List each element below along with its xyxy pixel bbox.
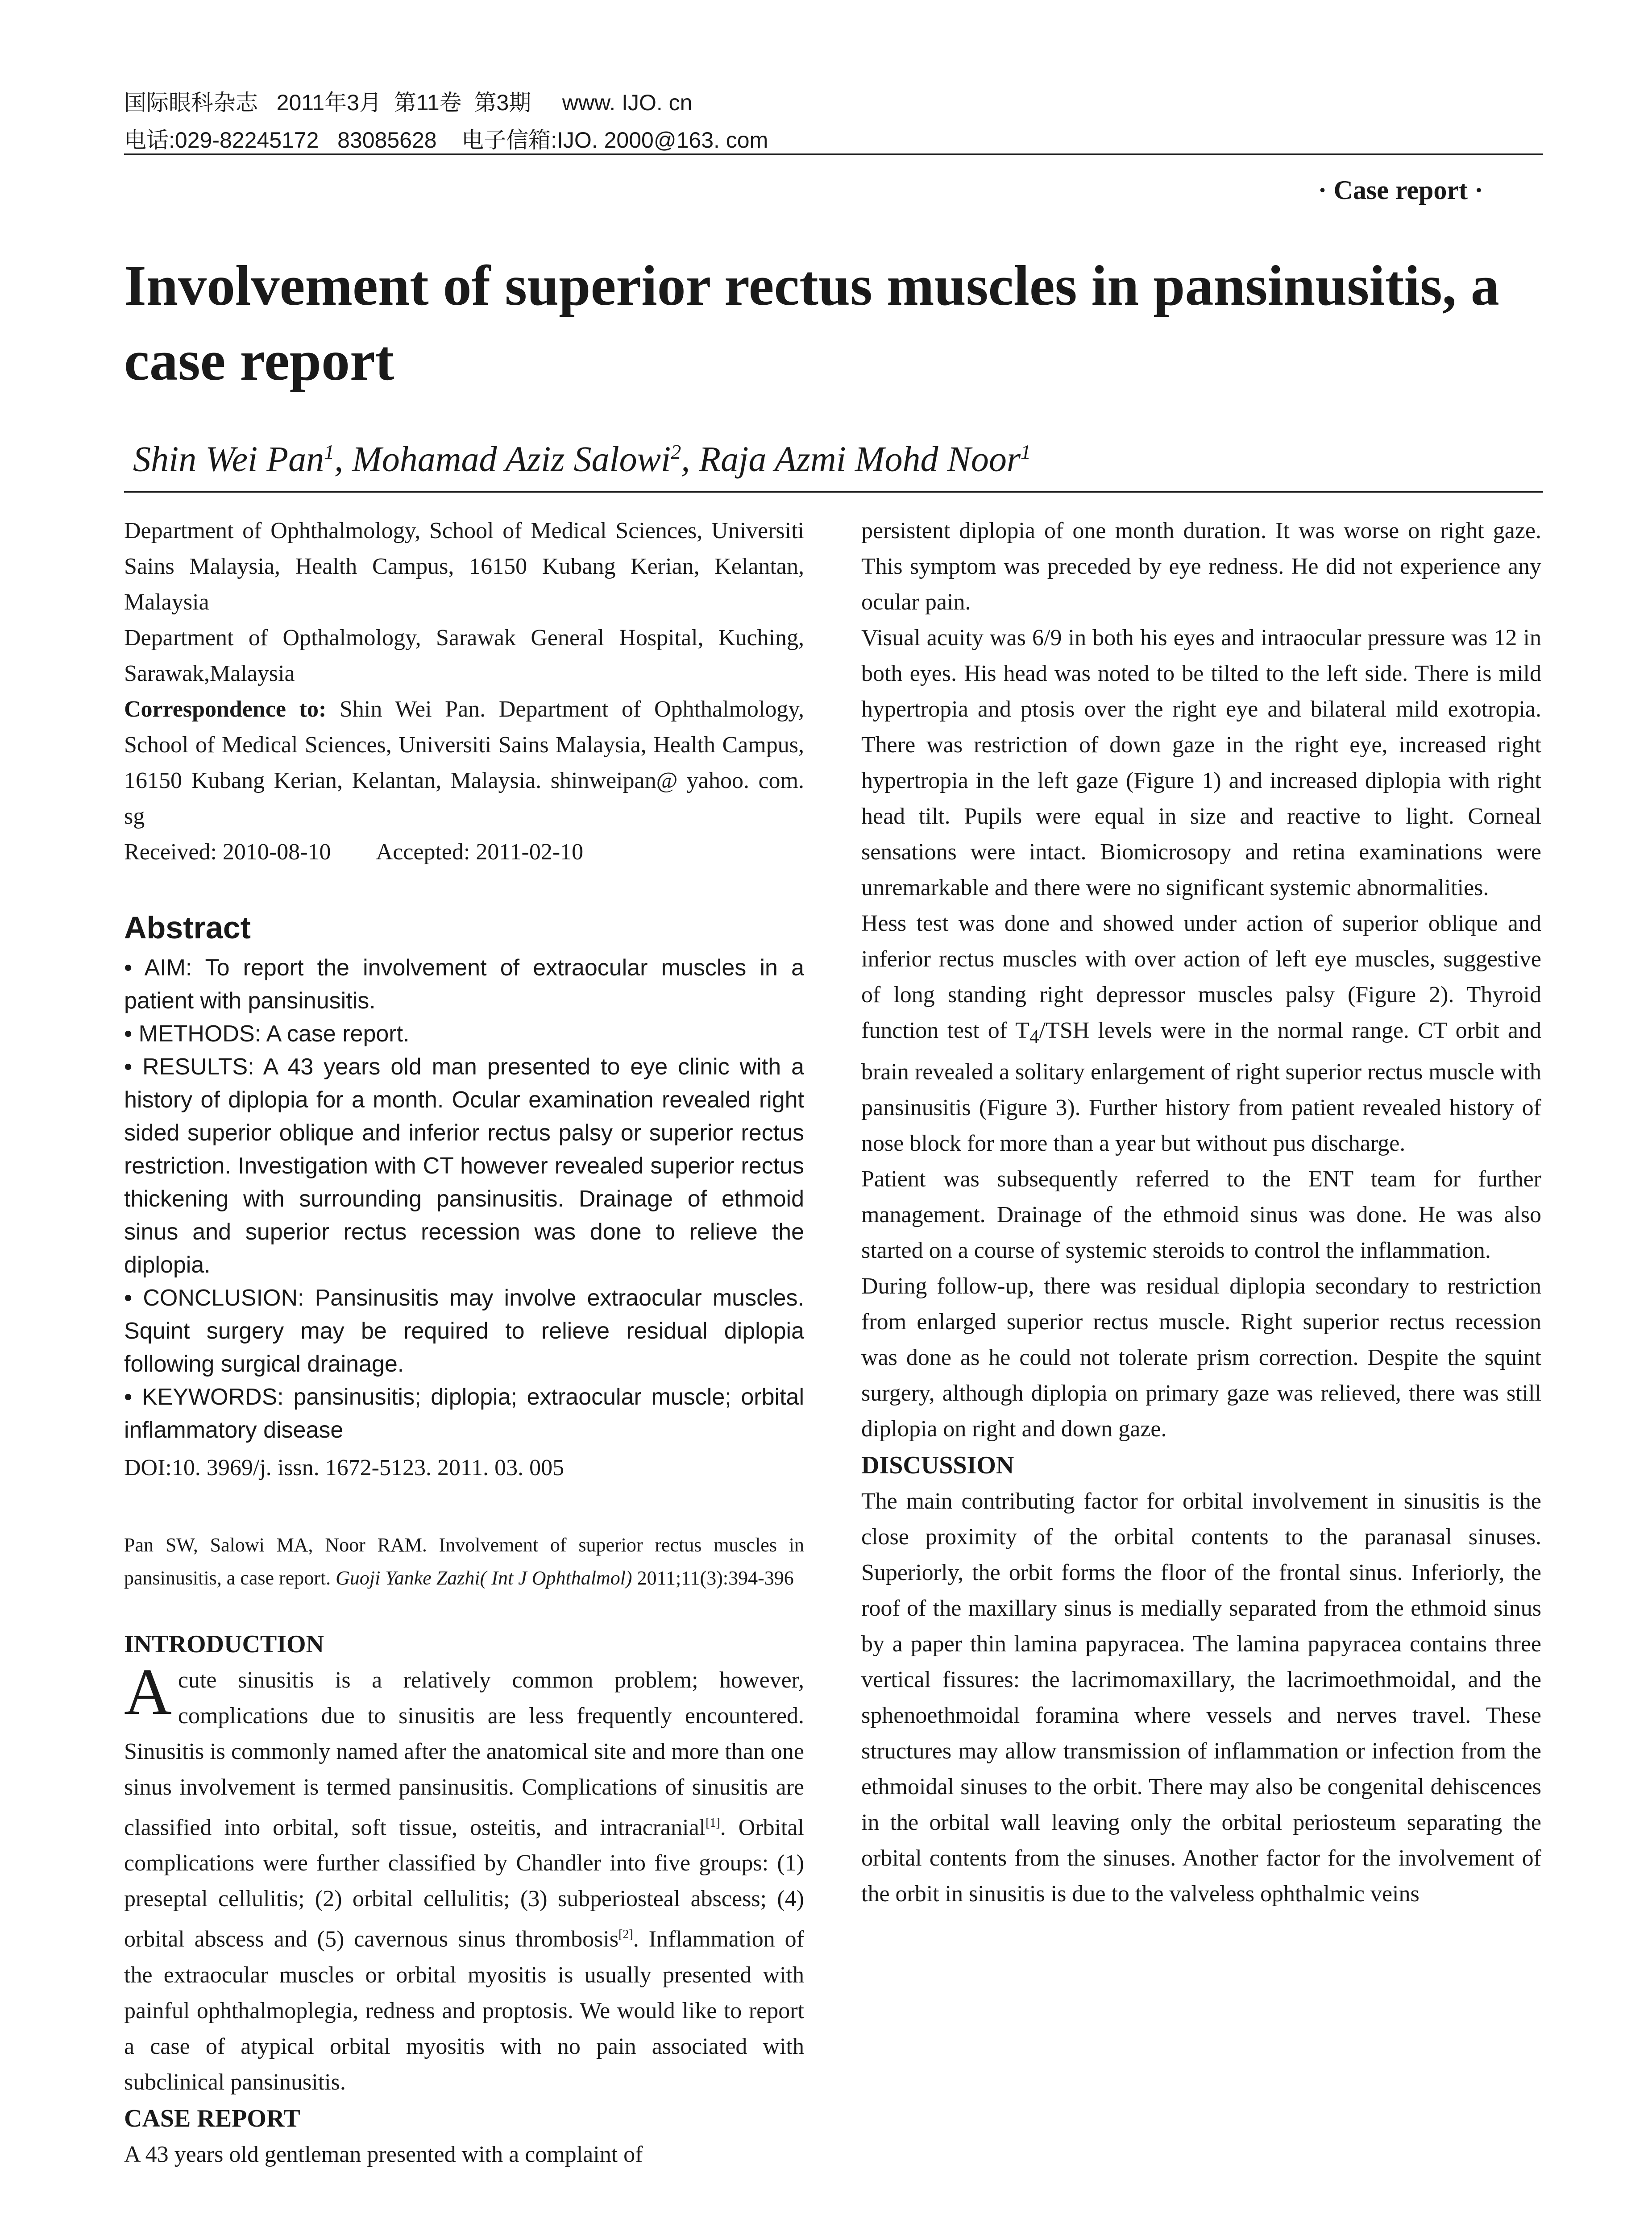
drop-cap: A (124, 1655, 172, 1729)
masthead-issue-line: 国际眼科杂志 2011年3月 第11卷 第3期 www. IJO. cn (124, 90, 693, 115)
left-column (124, 513, 804, 2173)
case-report-paragraph (861, 906, 1541, 1161)
doi: DOI:10. 3969/j. issn. 1672-5123. 2011. 03. 005 (124, 1455, 565, 1480)
author-name: Shin Wei Pan (133, 440, 324, 479)
case-report-paragraph: Visual acuity was 6/9 in both his eyes and intraocular pressure was 12 in both eyes. His head was noted to be tilted to the left side. There is mild hypertropia and ptosis over the right eye and bilateral mild exotropia. There was restriction of down gaze in the right eye, increased right hypertropia in the left gaze (Figure 1) and increased diplopia with right head tilt. Pupils were equal in size and reactive to light. Corneal sensations were intact. Biomicrosopy and retina examinations were unremarkable and there were no significant systemic abnormalities. (861, 625, 1541, 900)
introduction-text-b: . Orbital complications were further classified by Chandler into five groups: (1) preseptal cellulitis; (2) orbital cellulitis; (3) subperiosteal abscess; (4) orbital abscess and (5) cavernous sinus thrombosis (124, 1815, 804, 1952)
affiliation-2: Department of Opthalmology, Sarawak General Hospital, Kuching, Sarawak,Malaysia (124, 625, 804, 686)
abstract-results: • RESULTS: A 43 years old man presented to eye clinic with a history of diplopia for a month. Ocular examination revealed right sided superior oblique and inferior rectus palsy or superior rectus restriction. Investigation with CT however revealed superior rectus thickening with surrounding pansinusitis. Drainage of ethmoid sinus and superior rectus recession was done to relieve the diplopia. (124, 1054, 804, 1278)
section-tag: · Case report · (1318, 175, 1483, 205)
reference-marker: [1] (706, 1816, 720, 1830)
journal-masthead (124, 84, 1543, 159)
citation-volume: 2011;11(3):394-396 (637, 1567, 794, 1589)
introduction-text-a: cute sinusitis is a relatively common problem; however, complications due to sinusitis are less frequently encountered. Sinusitis is commonly named after the anatomical site and more than one sinus involvement is termed pansinusitis. Complications of sinusitis are classified into orbital, soft tissue, osteitis, and intracranial (124, 1667, 804, 1841)
author-list: Shin Wei Pan$^1$, Mohamad Aziz Salowi$^2$, Raja Azmi Mohd Noor$^1$ (133, 440, 1031, 479)
author-name: Raja Azmi Mohd Noor (699, 440, 1021, 479)
subscript: 4 (1029, 1026, 1039, 1048)
author-affiliation-mark: 1 (1021, 440, 1031, 463)
correspondence-text: Shin Wei Pan. Department of Ophthalmology, School of Medical Sciences, Universiti Sains Malaysia, Health Campus, 16150 Kubang Kerian, Kelantan, Malaysia. shinweipan@ yahoo. com. sg (124, 697, 804, 829)
case-report-paragraph: Patient was subsequently referred to the ENT team for further management. Drainage of the ethmoid sinus was done. He was also started on a course of systemic steroids to control the inflammation. (861, 1166, 1541, 1264)
introduction-paragraph (124, 1655, 804, 2100)
received-accepted-dates: Received: 2010-08-10 Accepted: 2011-02-10 (124, 839, 584, 865)
abstract-keywords: • KEYWORDS: pansinusitis; diplopia; extraocular muscle; orbital inflammatory disease (124, 1384, 804, 1443)
author-name: Mohamad Aziz Salowi (352, 440, 671, 479)
case-report-paragraph: During follow-up, there was residual diplopia secondary to restriction from enlarged superior rectus muscle. Right superior rectus recession was done as he could not tolerate prism correction. Despite the squint surgery, although diplopia on primary gaze was relieved, there was still diplopia on right and down gaze. (861, 1273, 1541, 1442)
citation-text: Pan SW, Salowi MA, Noor RAM. Involvement of superior rectus muscles in pansinusitis, a case report. (124, 1534, 804, 1589)
right-column (861, 513, 1541, 1912)
abstract-methods: • METHODS: A case report. (124, 1021, 410, 1047)
case-report-paragraph-continued: persistent diplopia of one month duration. It was worse on right gaze. This symptom was preceded by eye redness. He did not experience any ocular pain. (861, 518, 1541, 615)
affiliation-1: Department of Ophthalmology, School of Medical Sciences, Universiti Sains Malaysia, Health Campus, 16150 Kubang Kerian, Kelantan, Malaysia (124, 518, 804, 615)
article-title: Involvement of superior rectus muscles in pansinusitis, a case report (124, 254, 1499, 392)
case-report-text: /TSH levels were in the normal range. CT orbit and brain revealed a solitary enlargement of right superior rectus muscle with pansinusitis (Figure 3). Further history from patient revealed history of nose block for more than a year but without pus discharge. (861, 1018, 1541, 1157)
masthead-contact-line: 电话:029-82245172 83085628 电子信箱:IJO. 2000@163. com (124, 128, 768, 153)
author-affiliation-mark: 2 (671, 440, 681, 463)
discussion-paragraph: The main contributing factor for orbital involvement in sinusitis is the close proximity of the orbital contents to the paranasal sinuses. Superiorly, the orbit forms the floor of the frontal sinus. Inferiorly, the roof of the maxillary sinus is medially separated from the ethmoid sinus by a paper thin lamina papyracea. The lamina papyracea contains three vertical fissures: the lacrimomaxillary, the lacrimoethmoidal, and the sphenoethmoidal foramina where vessels and nerves travel. These structures may allow transmission of inflammation or infection from the ethmoidal sinuses to the orbit. There may also be congenital dehiscences in the orbital wall leaving only the orbital periosteum separating the orbital contents from the sinuses. Another factor for the involvement of the orbit in sinusitis is due to the valveless ophthalmic veins (861, 1489, 1541, 1907)
correspondence-label: Correspondence to: (124, 697, 327, 722)
case-report-paragraph-start: A 43 years old gentleman presented with a complaint of (124, 2141, 643, 2167)
correspondence (124, 692, 804, 834)
citation (124, 1529, 804, 1595)
citation-journal: Guoji Yanke Zazhi( Int J Ophthalmol) (336, 1567, 632, 1589)
abstract-conclusion: • CONCLUSION: Pansinusitis may involve extraocular muscles. Squint surgery may be required to relieve residual diplopia following surgical drainage. (124, 1285, 804, 1377)
author-affiliation-mark: 1 (324, 440, 335, 463)
case-report-heading: CASE REPORT (124, 2104, 300, 2132)
abstract-heading: Abstract (124, 910, 251, 945)
authors-rule (124, 491, 1543, 493)
discussion-heading: DISCUSSION (861, 1451, 1014, 1480)
abstract-aim: • AIM: To report the involvement of extraocular muscles in a patient with pansinusitis. (124, 955, 804, 1014)
case-report-text: Hess test was done and showed under action of superior oblique and inferior rectus muscles with over action of left eye muscles, suggestive of long standing right depressor muscles palsy (Figure 2). Thyroid function test of T (861, 911, 1541, 1043)
introduction-text-c: . Inflammation of the extraocular muscles or orbital myositis is usually presented with painful ophthalmoplegia, redness and proptosis. We would like to report a case of atypical orbital myositis with no pain associated with subclinical pansinusitis. (124, 1926, 804, 2095)
masthead-rule (124, 153, 1543, 155)
introduction-heading: INTRODUCTION (124, 1630, 324, 1658)
reference-marker: [2] (618, 1928, 633, 1942)
